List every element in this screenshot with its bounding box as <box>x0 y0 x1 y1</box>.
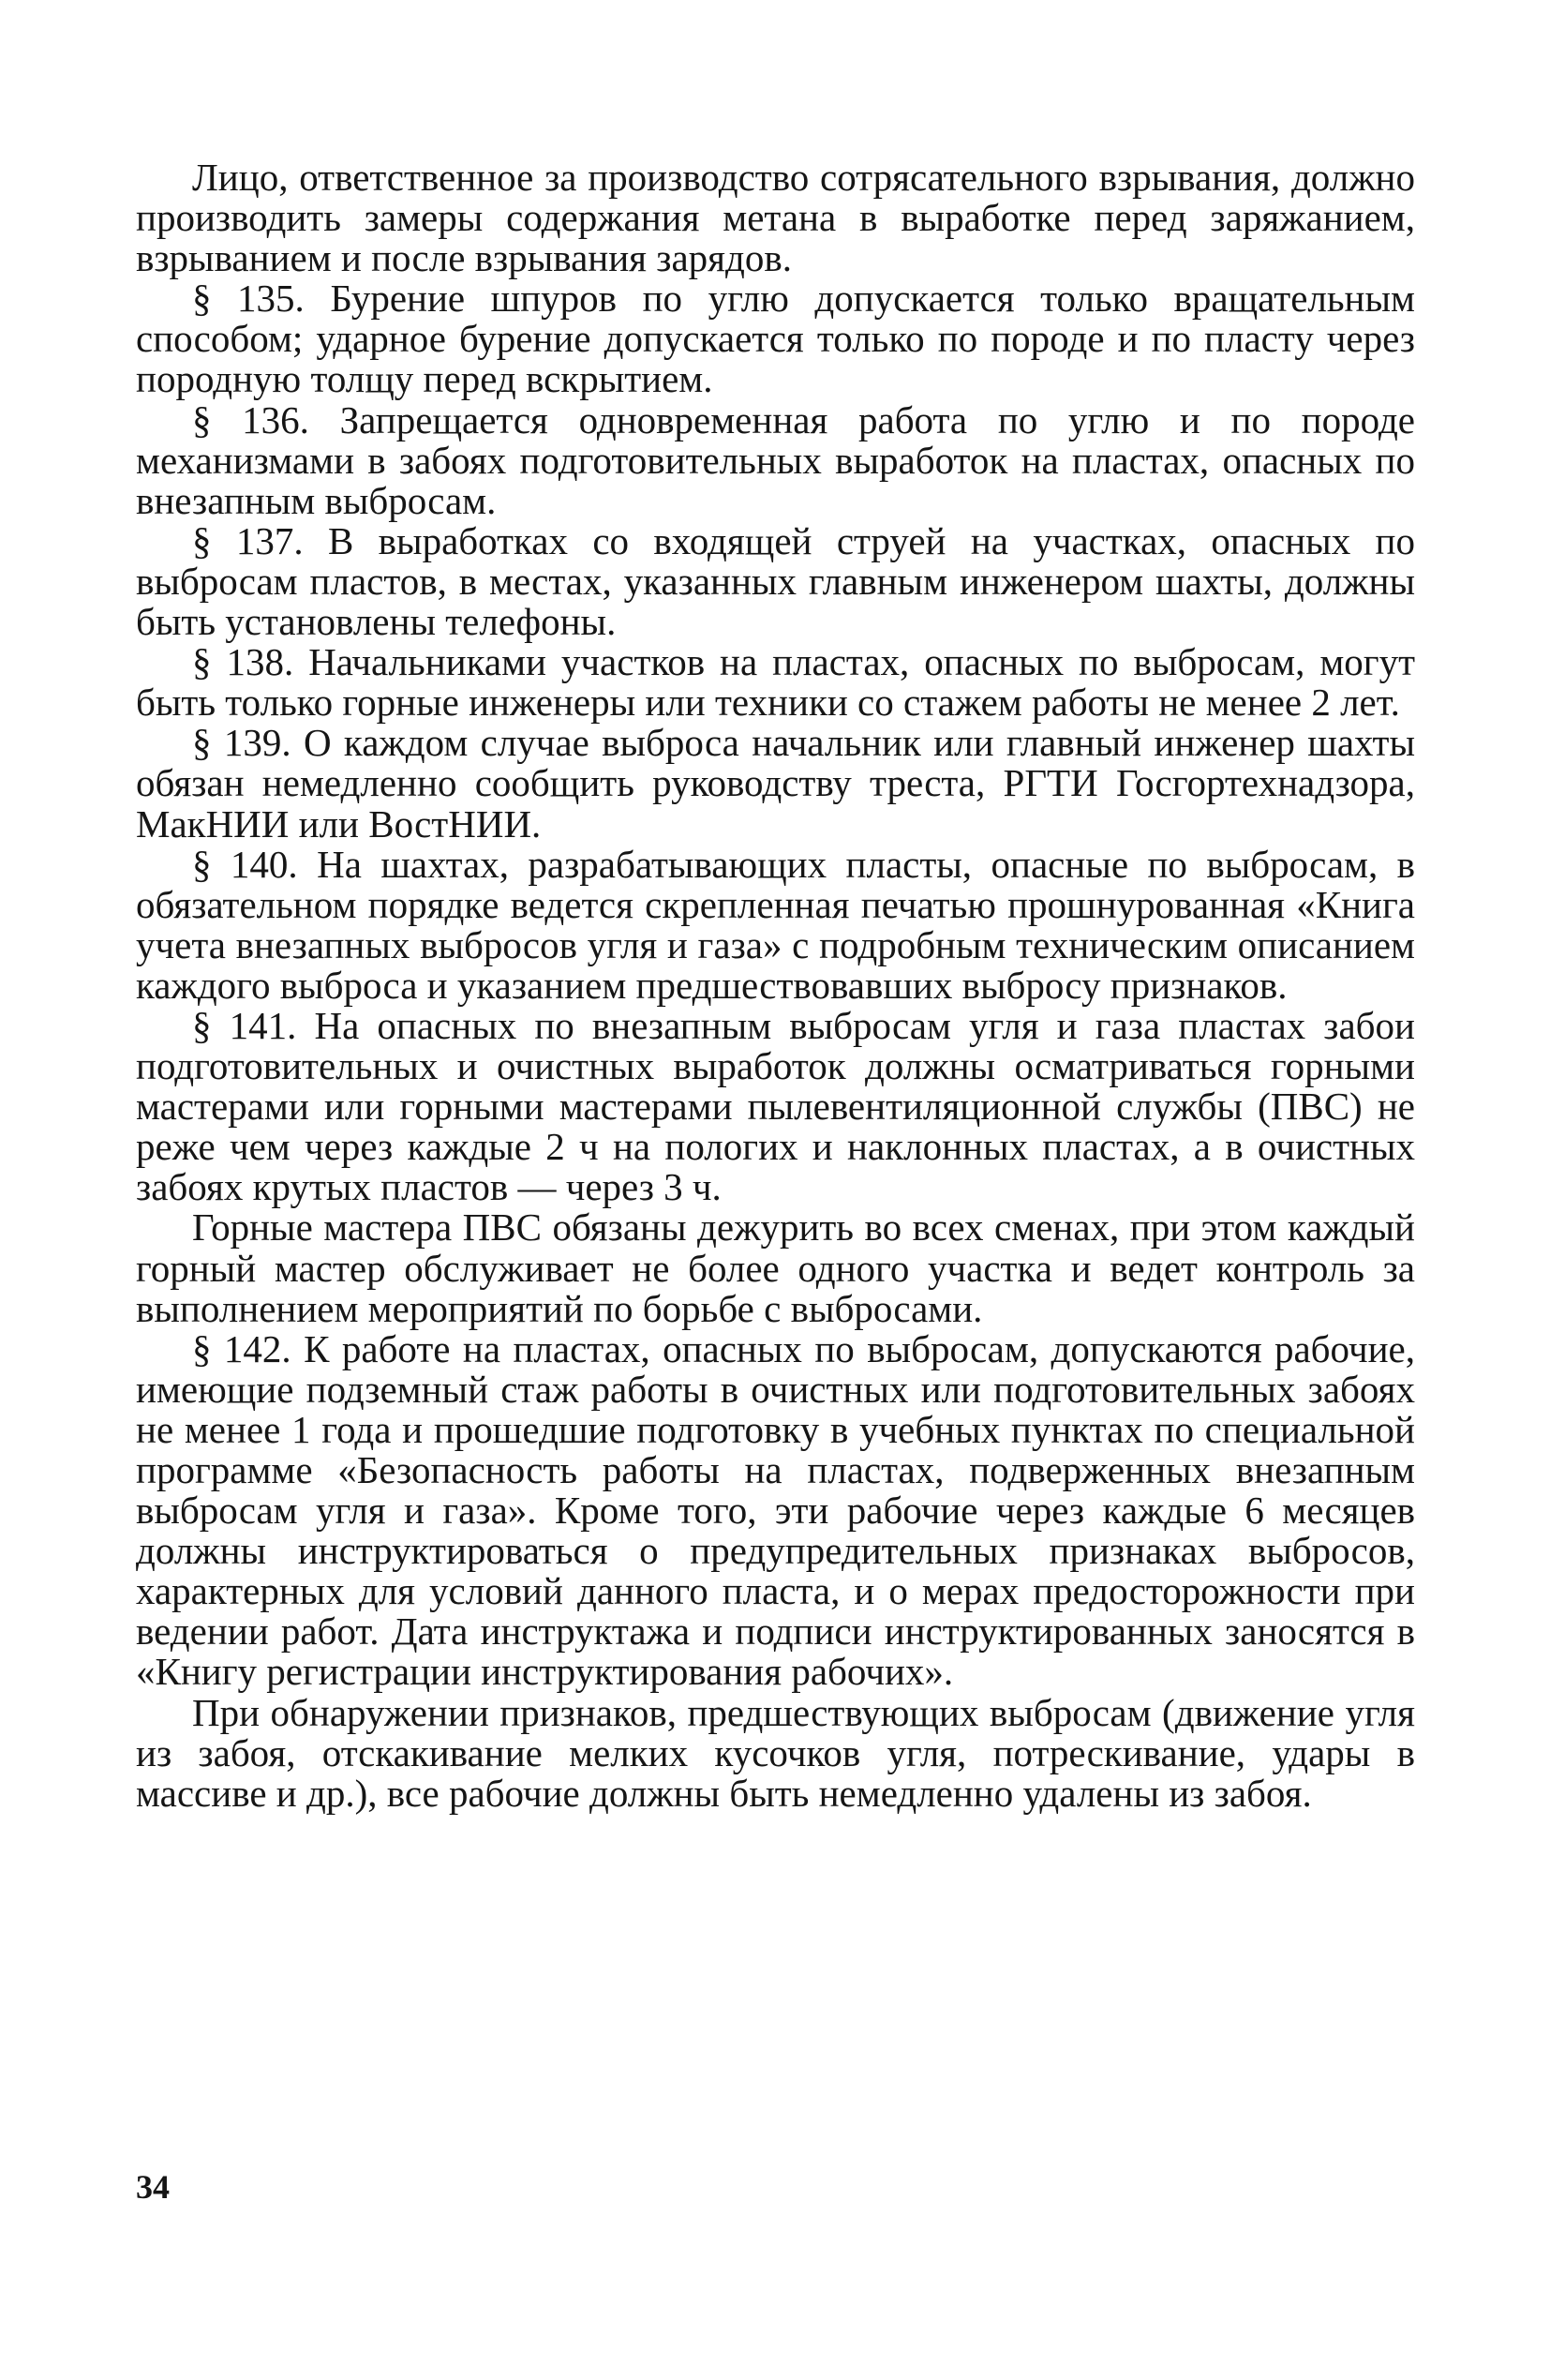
paragraph-pvs-masters: Горные мастера ПВС обязаны дежурить во всех сменах, при этом каждый горный мастер обслуживает не более одного участка и ведет контроль за выполнением мероприятий по борьбе с выбросами. <box>136 1205 1415 1330</box>
paragraph-evacuation: При обнаружении признаков, предшествующих выбросам (движение угля из забоя, отскакивание мелких кусочков угля, потрескивание, удары в массиве и др.), все рабочие должны быть немедленно удалены из забоя. <box>136 1690 1415 1815</box>
body-text <box>136 157 1415 1814</box>
paragraph-section-139: § 139. О каждом случае выброса начальник или главный инженер шахты обязан немедленно сообщить руководству треста, РГТИ Госгортехнадзора, МакНИИ или ВостНИИ. <box>136 721 1415 846</box>
paragraph-section-140: § 140. На шахтах, разрабатывающих пласты, опасные по выбросам, в обязательном порядке ведется скрепленная печатью прошнурованная «Книга учета внезапных выбросов угля и газа» с подробным техническим описанием каждого выброса и указанием предшествовавших выбросу признаков. <box>136 842 1415 1007</box>
paragraph-section-142: § 142. К работе на пластах, опасных по выбросам, допускаются рабочие, имеющие подземный стаж работы в очистных или подготовительных забоях не менее 1 года и прошедшие подготовку в учебных пунктах по специальной программе «Безопасность работы на пластах, подверженных внезапным выбросам угля и газа». Кроме того, эти рабочие через каждые 6 месяцев должны инструктироваться о предупредительных признаках выбросов, характерных для условий данного пласта, и о мерах предосторожности при ведении работ. Дата инструктажа и подписи инструктированных заносятся в «Книгу регистрации инструктирования рабочих». <box>136 1326 1415 1694</box>
paragraph-section-137: § 137. В выработках со входящей струей на участках, опасных по выбросам пластов, в местах, указанных главным инженером шахты, должны быть установлены телефоны. <box>136 518 1415 644</box>
paragraph-section-141: § 141. На опасных по внезапным выбросам угля и газа пластах забои подготовительных и очистных выработок должны осматриваться горными мастерами или горными мастерами пылевентиляционной службы (ПВС) не реже чем через каждые 2 ч на пологих и наклонных пластах, а в очистных забоях крутых пластов — через 3 ч. <box>136 1003 1415 1209</box>
page-number: 34 <box>136 2168 170 2206</box>
paragraph-section-138: § 138. Начальниками участков на пластах, опасных по выбросам, могут быть только горные инженеры или техники со стажем работы не менее 2 лет. <box>136 640 1415 725</box>
paragraph-section-135: § 135. Бурение шпуров по углю допускается только вращательным способом; ударное бурение допускается только по породе и по пласту через породную толщу перед вскрытием. <box>136 277 1415 401</box>
paragraph-section-136: § 136. Запрещается одновременная работа по углю и по породе механизмами в забоях подготовительных выработок на пластах, опасных по внезапным выбросам. <box>136 397 1415 522</box>
paragraph-methane-measurement: Лицо, ответственное за производство сотрясательного взрывания, должно производить замеры содержания метана в выработке перед заряжанием, взрыванием и после взрывания зарядов. <box>136 156 1415 280</box>
